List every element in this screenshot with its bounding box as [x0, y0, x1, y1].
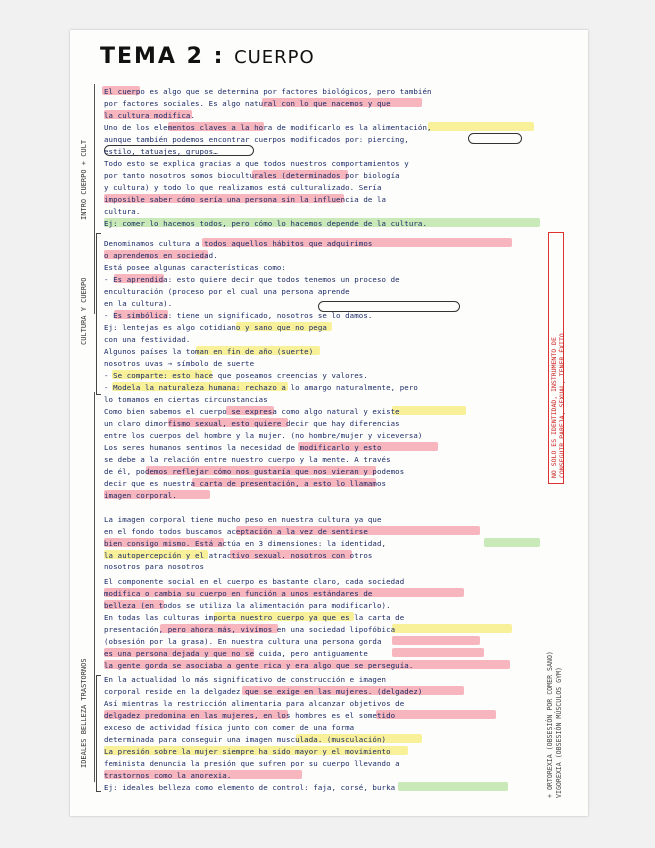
text-line: modifica o cambia su cuerpo en función a unos estándares de [104, 589, 373, 598]
text-line: Los seres humanos sentimos la necesidad de modificarlo y esto [104, 443, 382, 452]
text-line: lo tomamos en ciertas circunstancias [104, 395, 268, 404]
side-note-red-1: NO SOLO ES IDENTIDAD, INSTRUMENTO DE [550, 337, 558, 478]
text-line: delgadez predomina en las mujeres, en los hombres es el sometido [104, 711, 396, 720]
text-line: por tanto nosotros somos bioculturales (determinados por biología [104, 171, 400, 180]
text-line: determinada para conseguir una imagen musculada. (musculación) [104, 735, 387, 744]
text-line: se debe a la relación entre nuestro cuerpo y la mente. A través [104, 455, 391, 464]
text-line: nosotros uvas → símbolo de suerte [104, 359, 255, 368]
text-line: bien consigo mismo. Está actúa en 3 dimensiones: la identidad, [104, 539, 387, 548]
text-line: El componente social en el cuerpo es bastante claro, cada sociedad [104, 577, 405, 586]
text-line: con una festividad. [104, 335, 191, 344]
culture-brace [96, 233, 101, 395]
title-topic: CUERPO [234, 47, 315, 68]
text-line: - Es aprendida: esto quiere decir que todos tenemos un proceso de [104, 275, 400, 284]
margin-label-intro: INTRO CUERPO + CULT [80, 139, 88, 220]
text-line: un claro dimorfismo sexual, esto quiere decir que hay diferencias [104, 419, 400, 428]
side-note-red-2: CONSEGUIR PAREJA, SEXUAL, TENER ÉXITO [558, 333, 566, 478]
text-line: - Modela la naturaleza humana: rechazo a lo amargo naturalmente, pero [104, 383, 418, 392]
side-note-bottom-2: VIGOREXIA (OBSESIÓN MÚSCULOS GYM) [555, 666, 563, 798]
text-line: nosotros para nosotros [104, 562, 205, 571]
text-line: o aprendemos en sociedad. [104, 251, 218, 260]
text-line: Uno de los elementos claves a la hora de modificarlo es la alimentación, [104, 123, 432, 132]
text-line: - Es simbólica: tiene un significado, nosotros se lo damos. [104, 311, 373, 320]
text-line: El cuerpo es algo que se determina por factores biológicos, pero también [104, 87, 432, 96]
text-line: Como bien sabemos el cuerpo se expresa como algo natural y existe [104, 407, 400, 416]
text-line: decir que es nuestra carta de presentación, a esto lo llamamos [104, 479, 387, 488]
beauty-brace [96, 675, 101, 792]
text-line: belleza (en todos se utiliza la alimentación para modificarlo). [104, 601, 391, 610]
text-line: en el fondo todos buscamos aceptación a la vez de sentirse [104, 527, 368, 536]
text-line: en la cultura). [104, 299, 173, 308]
margin-label-culture: CULTURA Y CUERPO [80, 277, 88, 345]
text-line: Denominamos cultura a todos aquellos hábitos que adquirimos [104, 239, 373, 248]
text-line: Ej: lentejas es algo cotidiano y sano que no pega [104, 323, 327, 332]
text-line: cultura. [104, 207, 141, 216]
text-line: Algunos países la toman en fin de año (suerte) [104, 347, 314, 356]
text-line: es una persona dejada y que no se cuida, pero antiguamente [104, 649, 368, 658]
text-line: La imagen corporal tiene mucho peso en nuestra cultura ya que [104, 515, 382, 524]
text-line: la gente gorda se asociaba a gente rica y era algo que se perseguía. [104, 661, 414, 670]
text-line: de él, podemos reflejar cómo nos gustaría que nos vieran y podemos [104, 467, 405, 476]
text-line: entre los cuerpos del hombre y la mujer. (no hombre/mujer y viceversa) [104, 431, 423, 440]
text-line: trastornos como la anorexia. [104, 771, 232, 780]
margin-label-beauty: IDEALES BELLEZA TRASTORNOS [80, 658, 88, 768]
text-line: presentación, pero ahora más, vivimos en una sociedad lipofóbica [104, 625, 396, 634]
text-line: En la actualidad lo más significativo de construcción e imagen [104, 675, 387, 684]
side-note-bottom-1: + ORTOREXIA (OBSESIÓN POR COMER SANO) [546, 651, 554, 798]
text-line: Ej: ideales belleza como elemento de control: faja, corsé, burka [104, 783, 396, 792]
text-line: la autopercepción y el atractivo sexual. nosotros con otros [104, 551, 373, 560]
text-line: y cultura) y todo lo que realizamos está culturalizado. Sería [104, 183, 382, 192]
text-line: aunque también podemos encontrar cuerpos modificados por: piercing, [104, 135, 409, 144]
text-line: Así mientras la restricción alimentaria para alcanzar objetivos de [104, 699, 405, 708]
page-title [100, 44, 315, 69]
text-line: feminista denuncia la presión que sufren por su cuerpo llevando a [104, 759, 400, 768]
title-main: TEMA 2 : [100, 44, 225, 69]
text-line: estilo, tatuajes, grupos… [104, 147, 218, 156]
text-line: Ej: comer lo hacemos todos, pero cómo lo hacemos depende de la cultura. [104, 219, 428, 228]
text-line: por factores sociales. Es algo natural con lo que nacemos y que [104, 99, 391, 108]
text-line: la cultura modifica. [104, 111, 195, 120]
text-line: - Se comparte: esto hace que poseamos creencias y valores. [104, 371, 368, 380]
margin-rule-2 [94, 392, 95, 782]
text-line: La presión sobre la mujer siempre ha sido mayor y el movimiento [104, 747, 391, 756]
margin-rule [94, 84, 95, 314]
text-line: imagen corporal. [104, 491, 177, 500]
text-line: enculturación (proceso por el cual una persona aprende [104, 287, 350, 296]
text-line: imposible saber cómo sería una persona sin la influencia de la [104, 195, 387, 204]
text-line: Todo esto se explica gracias a que todos nuestros comportamientos y [104, 159, 409, 168]
text-line: (obsesión por la grasa). En nuestra cultura una persona gorda [104, 637, 382, 646]
text-line: En todas las culturas importa nuestro cuerpo ya que es la carta de [104, 613, 405, 622]
text-line: corporal reside en la delgadez que se exige en las mujeres. (delgadez) [104, 687, 423, 696]
text-line: Está posee algunas características como: [104, 263, 286, 272]
text-line: exceso de actividad física junto con comer de una forma [104, 723, 355, 732]
